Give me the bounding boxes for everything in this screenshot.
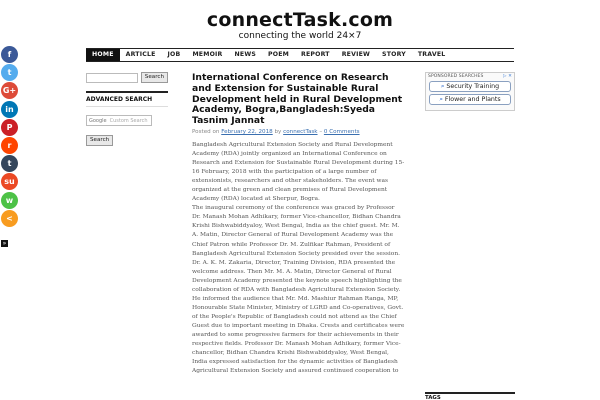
twitter-icon[interactable]: t bbox=[1, 64, 18, 81]
search-icon: ⌕ bbox=[439, 96, 443, 103]
search-icon: ⌕ bbox=[440, 83, 445, 90]
meta-dash: – bbox=[319, 128, 323, 135]
tumblr-icon[interactable]: t bbox=[1, 155, 18, 172]
sponsored-label: SPONSORED SEARCHES bbox=[428, 74, 484, 79]
more-share-icon[interactable]: < bbox=[1, 210, 18, 227]
site-description: connecting the world 24×7 bbox=[238, 31, 362, 41]
tags-widget-title: TAGS bbox=[425, 392, 515, 400]
google-plus-icon[interactable]: G+ bbox=[1, 82, 18, 99]
search-button[interactable]: Search bbox=[141, 72, 168, 83]
post bbox=[192, 73, 405, 376]
sponsored-link[interactable] bbox=[429, 94, 511, 105]
main-nav bbox=[86, 48, 514, 62]
nav-item-poem[interactable]: POEM bbox=[268, 51, 289, 58]
adchoices-icon[interactable]: ▷ ✕ bbox=[503, 74, 512, 79]
nav-item-article[interactable]: ARTICLE bbox=[125, 51, 156, 58]
sponsored-link-label: Security Training bbox=[446, 83, 500, 90]
nav-item-travel[interactable]: TRAVEL bbox=[417, 51, 446, 58]
custom-search-placeholder: Custom Search bbox=[109, 117, 148, 124]
whatsapp-icon[interactable]: w bbox=[1, 192, 18, 209]
nav-item-story[interactable]: STORY bbox=[382, 51, 406, 58]
nav-item-job[interactable]: JOB bbox=[167, 51, 181, 58]
post-date-link[interactable]: February 22, 2018 bbox=[221, 128, 273, 135]
google-logo: Google bbox=[89, 117, 107, 124]
post-body: Bangladesh Agricultural Extension Society and Rural Development Academy (RDA) jointly organized an International Conference on Research and Extension for Sustainable Rural Development during 15-16 February, 2018 with the participation of a large number of extensionists, researchers and other stakeholders. The event was organized at the green and clean premises of Rural Development Academy (RDA) located at Sherpur, Bogra. The inaugural ceremony of the conference was graced by Professor Dr. Manash Mohan Adhikary, former Vice-chancellor, Bidhan Chandra Krishi Bishwabiddyaloy, West Bengal, India as the chief guest. Mr. M. A. Matin, Director General of Rural Development Academy was the Chief Patron while Professor Dr. M. Zulfikar Rahman, President of Bangladesh Agricultural Extension Society presided over the session. Dr. A. K. M. Zakaria, Director, Training Division, RDA presented the welcome address. Then Mr. M. A. Matin, Director General of Rural Development Academy presented the keynote speech highlighting the collaboration of RDA with Bangladesh Agricultural Extension Society. He informed the audience that Mr. Md. Mashiur Rahman Ranga, MP, Honourable State Minister, Ministry of LGRD and Co-operatives, Govt. of the People's Republic of Bangladesh could not attend as the Chief Guest due to important meeting in Dhaka. Crests and certificates were awarded to some progressive farmers for their achievements in their respective fields. Professor Dr. Manash Mohan Adhikary, former Vice-chancellor, Bidhan Chandra Krishi Bishwabiddyaloy, West Bengal, India expressed satisfaction for the dynamic activities of Bangladesh Agricultural Extension Society and assured continued cooperation to bbox=[192, 141, 405, 375]
social-share-bar bbox=[0, 46, 18, 228]
search-input[interactable] bbox=[86, 73, 138, 83]
post-title[interactable]: International Conference on Research and Extension for Sustainable Rural Development held in Rural Development Academy, Bogra,Bangladesh:Syeda Tasnim Jannat bbox=[192, 72, 403, 127]
pinterest-icon[interactable]: P bbox=[1, 119, 18, 136]
site-title[interactable]: connectTask.com bbox=[206, 9, 394, 31]
sponsored-searches-box bbox=[425, 72, 515, 111]
nav-item-report[interactable]: REPORT bbox=[301, 51, 330, 58]
facebook-icon[interactable]: f bbox=[1, 46, 18, 63]
post-meta bbox=[192, 129, 405, 135]
meta-prefix: Posted on bbox=[192, 128, 220, 135]
reddit-icon[interactable]: r bbox=[1, 137, 18, 154]
advanced-search-title: ADVANCED SEARCH bbox=[86, 91, 168, 107]
search-form bbox=[86, 72, 168, 83]
left-sidebar bbox=[86, 72, 168, 146]
nav-item-memoir[interactable]: MEMOIR bbox=[192, 51, 223, 58]
social-toggle-icon[interactable]: » bbox=[2, 240, 7, 247]
meta-by: by bbox=[274, 128, 282, 135]
nav-item-news[interactable]: NEWS bbox=[234, 51, 257, 58]
sponsored-link[interactable] bbox=[429, 81, 511, 92]
stumbleupon-icon[interactable]: su bbox=[1, 173, 18, 190]
post-author-link[interactable]: connectTask bbox=[283, 128, 318, 135]
post-comments-link[interactable]: 0 Comments bbox=[323, 128, 360, 135]
linkedin-icon[interactable]: in bbox=[1, 101, 18, 118]
custom-search-input[interactable] bbox=[86, 115, 152, 126]
nav-item-home[interactable]: HOME bbox=[86, 49, 120, 61]
right-sidebar bbox=[425, 72, 515, 111]
custom-search-button[interactable]: Search bbox=[86, 135, 113, 146]
nav-item-review[interactable]: REVIEW bbox=[341, 51, 371, 58]
sponsored-link-label: Flower and Plants bbox=[444, 96, 501, 103]
